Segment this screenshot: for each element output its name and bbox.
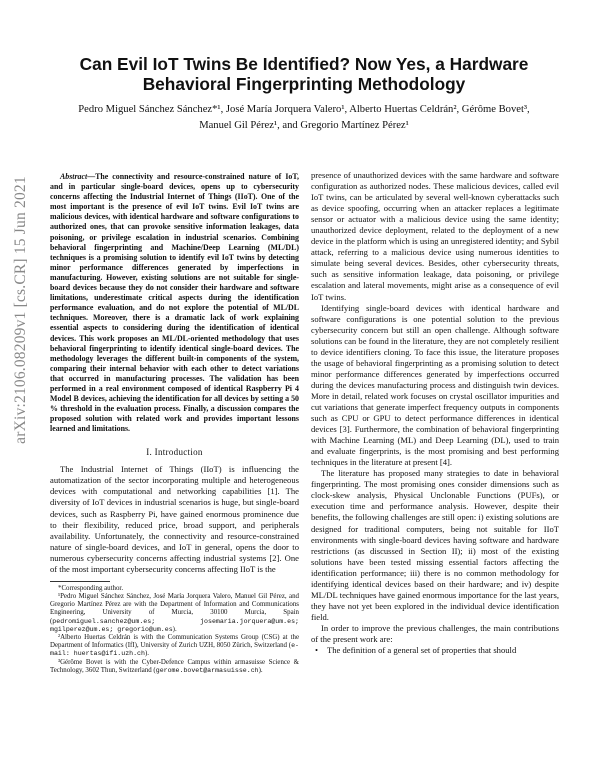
author-list xyxy=(60,102,548,134)
contribution-bullet xyxy=(311,645,559,656)
footnote-divider xyxy=(50,581,110,582)
footnote-2-label: e-mail: xyxy=(50,642,299,658)
footnote-affiliation-2 xyxy=(50,634,299,659)
footnote-corresponding: *Corresponding author. xyxy=(58,584,124,592)
footnote-2-email: huertas@ifi.uzh.ch xyxy=(73,650,145,658)
bullet-dot: • xyxy=(315,645,319,656)
intro-paragraph-1: The Industrial Internet of Things (IIoT) is influencing the automatization of the sector incorporating multiple and heterogeneous devices with computational and networking capabilities [1]. The diversity of IoT devices in industrial scenarios is huge, but single-board devices, such as Raspberry Pi, have gained enormous prominence due to their flexibility, reduced price, broad support, and peripherals availability. Unfortunately, the connectivity and resource-constrained nature of single-board devices, and IoT in general, opens the door to numerous cybersecurity concerns affecting industrial systems [2]. One of the most important cybersecurity concerns affecting IIoT is the xyxy=(50,464,299,574)
arxiv-stamp-text: arXiv:2106.08209v1 [cs.CR] 15 Jun 2021 xyxy=(12,176,29,444)
footnote-2-end: ). xyxy=(144,650,150,658)
bullet-text: The definition of a general set of properties that should xyxy=(327,645,517,656)
right-paragraph-1: presence of unauthorized devices with the same hardware and software configuration as authorized nodes. These malicious devices, called evil IoT twins, can be articulated by several well-known cyberattacks such as device spoofing, occurring when an attacker replaces a legitimate sensor or actuator with a malicious device using the same identity; unauthorized device deployment, related to the deployment of a new device in the platform which is using an unregistered identity; and Sybil attack, referring to a malicious device using numerous identities to simulate being several devices. Besides, other cybersecurity threats, such as sensitive information leakage, data poisoning, or privilege escalation and lateral movements, might arise as a consequence of evil IoT twins. xyxy=(311,170,559,302)
paper-title: Can Evil IoT Twins Be Identified? Now Yes, a Hardware Behavioral Fingerprinting Methodology xyxy=(79,54,529,94)
footnote-2-text: ²Alberto Huertas Celdrán is with the Communication Systems Group (CSG) at the Department of Informatics (IfI), University of Zurich UZH, 8050 Zürich, Switzerland ( xyxy=(50,634,299,650)
abstract-text: —The connectivity and resource-constrained nature of IoT, and in particular single-board devices, opens up to cybersecurity concerns affecting the Industrial Internet of Things (IIoT). One of the most important is the presence of evil IoT twins. Evil IoT twins are malicious devices, with identical hardware and software configurations to authorized ones, that can provoke sensitive information leakages, data poisoning, or privilege escalation in industrial scenarios. Combining behavioral fingerprinting and Machine/Deep Learning (ML/DL) techniques is a promising solution to identify evil IoT twins by detecting minor performance differences generated by imperfections in manufacturing. However, existing solutions are not suitable for single-board devices because they do not consider their hardware and software limitations, underestimate critical aspects during the identification performance evaluation, and do not explore the potential of ML/DL techniques. Moreover, there is a dramatic lack of work explaining essential aspects to considering during the identification of identical devices. This work proposes an ML/DL-oriented methodology that uses behavioral fingerprinting to identify identical single-board devices. The methodology leverages the different built-in components of the system, comparing their internal behavior with each other to detect variations that occurred in manufacturing processes. The validation has been performed in a real environment composed of identical Raspberry Pi 4 Model B devices, achieving the identification for all devices by setting a 50 % threshold in the evaluation process. Finally, a discussion compares the proposed solution with related work and provides important lessons learned and limitations. xyxy=(50,172,299,434)
right-column xyxy=(311,170,559,656)
right-paragraph-3: The literature has proposed many strategies to date in behavioral fingerprinting. The most promising ones consider dimensions such as clock-skew analysis, Physical Unclonable Functions (PUFs), or execution time and performance analysis. However, despite their benefits, the following challenges are still open: i) existing solutions are designed for traditional computers, being not suitable for IIoT environments with single-board devices having software and hardware restrictions (as discussed in Section II); ii) most of the existing solutions have been tested missing essential factors affecting the identification performance; iii) there is no common methodology for identifying identical devices based on their hardware; and iv) despite ML/DL techniques have gained enormous importance for the last years, they have not yet been explored in the individual device identification field. xyxy=(311,468,559,622)
footnote-affiliation-3 xyxy=(50,659,299,675)
footnote-1-end: ). xyxy=(172,625,177,633)
arxiv-stamp xyxy=(8,100,34,520)
abstract-label: Abstract xyxy=(60,172,88,181)
section-heading-introduction: I. Introduction xyxy=(146,447,203,458)
authors-line-2: Manuel Gil Pérez¹, and Gregorio Martínez Pérez¹ xyxy=(199,120,409,131)
footnote-3-end: ). xyxy=(258,666,263,674)
footnote-affiliation-1 xyxy=(50,593,299,634)
footnote-3-email: gerome.bovet@armasuisse.ch xyxy=(155,666,259,674)
left-column xyxy=(50,172,299,675)
footnote-1-emails: pedromiguel.sanchez@um.es; josemaria.jorquera@um.es; mgilperez@um.es; gregorio@um.es xyxy=(50,617,299,633)
footnote-3-text: ³Gérôme Bovet is with the Cyber-Defence Campus within armasuisse Science & Technology, 3602 Thun, Switzerland ( xyxy=(50,658,299,674)
right-paragraph-4: In order to improve the previous challenges, the main contributions of the present work are: xyxy=(311,622,559,644)
authors-line-1: Pedro Miguel Sánchez Sánchez*¹, José María Jorquera Valero¹, Alberto Huertas Celdrán², Gérôme Bovet³, xyxy=(78,104,530,115)
abstract xyxy=(50,172,299,434)
footnote-1-text: ¹Pedro Miguel Sánchez Sánchez, José María Jorquera Valero, Manuel Gil Pérez, and Gregorio Martínez Pérez are with the Department of Information and Communications Engineering, University of Murcia, 30100 Murcia, Spain ( xyxy=(50,593,299,625)
right-paragraph-2: Identifying single-board devices with identical hardware and software configurations is one potential solution to the previous cybersecurity concern but still an open challenge. Although software solutions can be found in the literature, they are not completely resilient to device identifiers cloning. To face this issue, the literature proposes the usage of behavioral fingerprinting as a promising solution to detect minor performance differences generated by imperfections occurred during the devices manufacturing process and distinguish twin devices. More in detail, related work focuses on crystal oscillator impurities and cut variations that generate imperfect frequency outputs in components such as CPU or GPU to detect performance differences in identical devices [3]. Furthermore, the combination of behavioral fingerprinting with Machine Learning (ML) and Deep Learning (DL), used to train and evaluate fingerprints, is the most promising and best performing techniques in the literature at present [4]. xyxy=(311,302,559,468)
